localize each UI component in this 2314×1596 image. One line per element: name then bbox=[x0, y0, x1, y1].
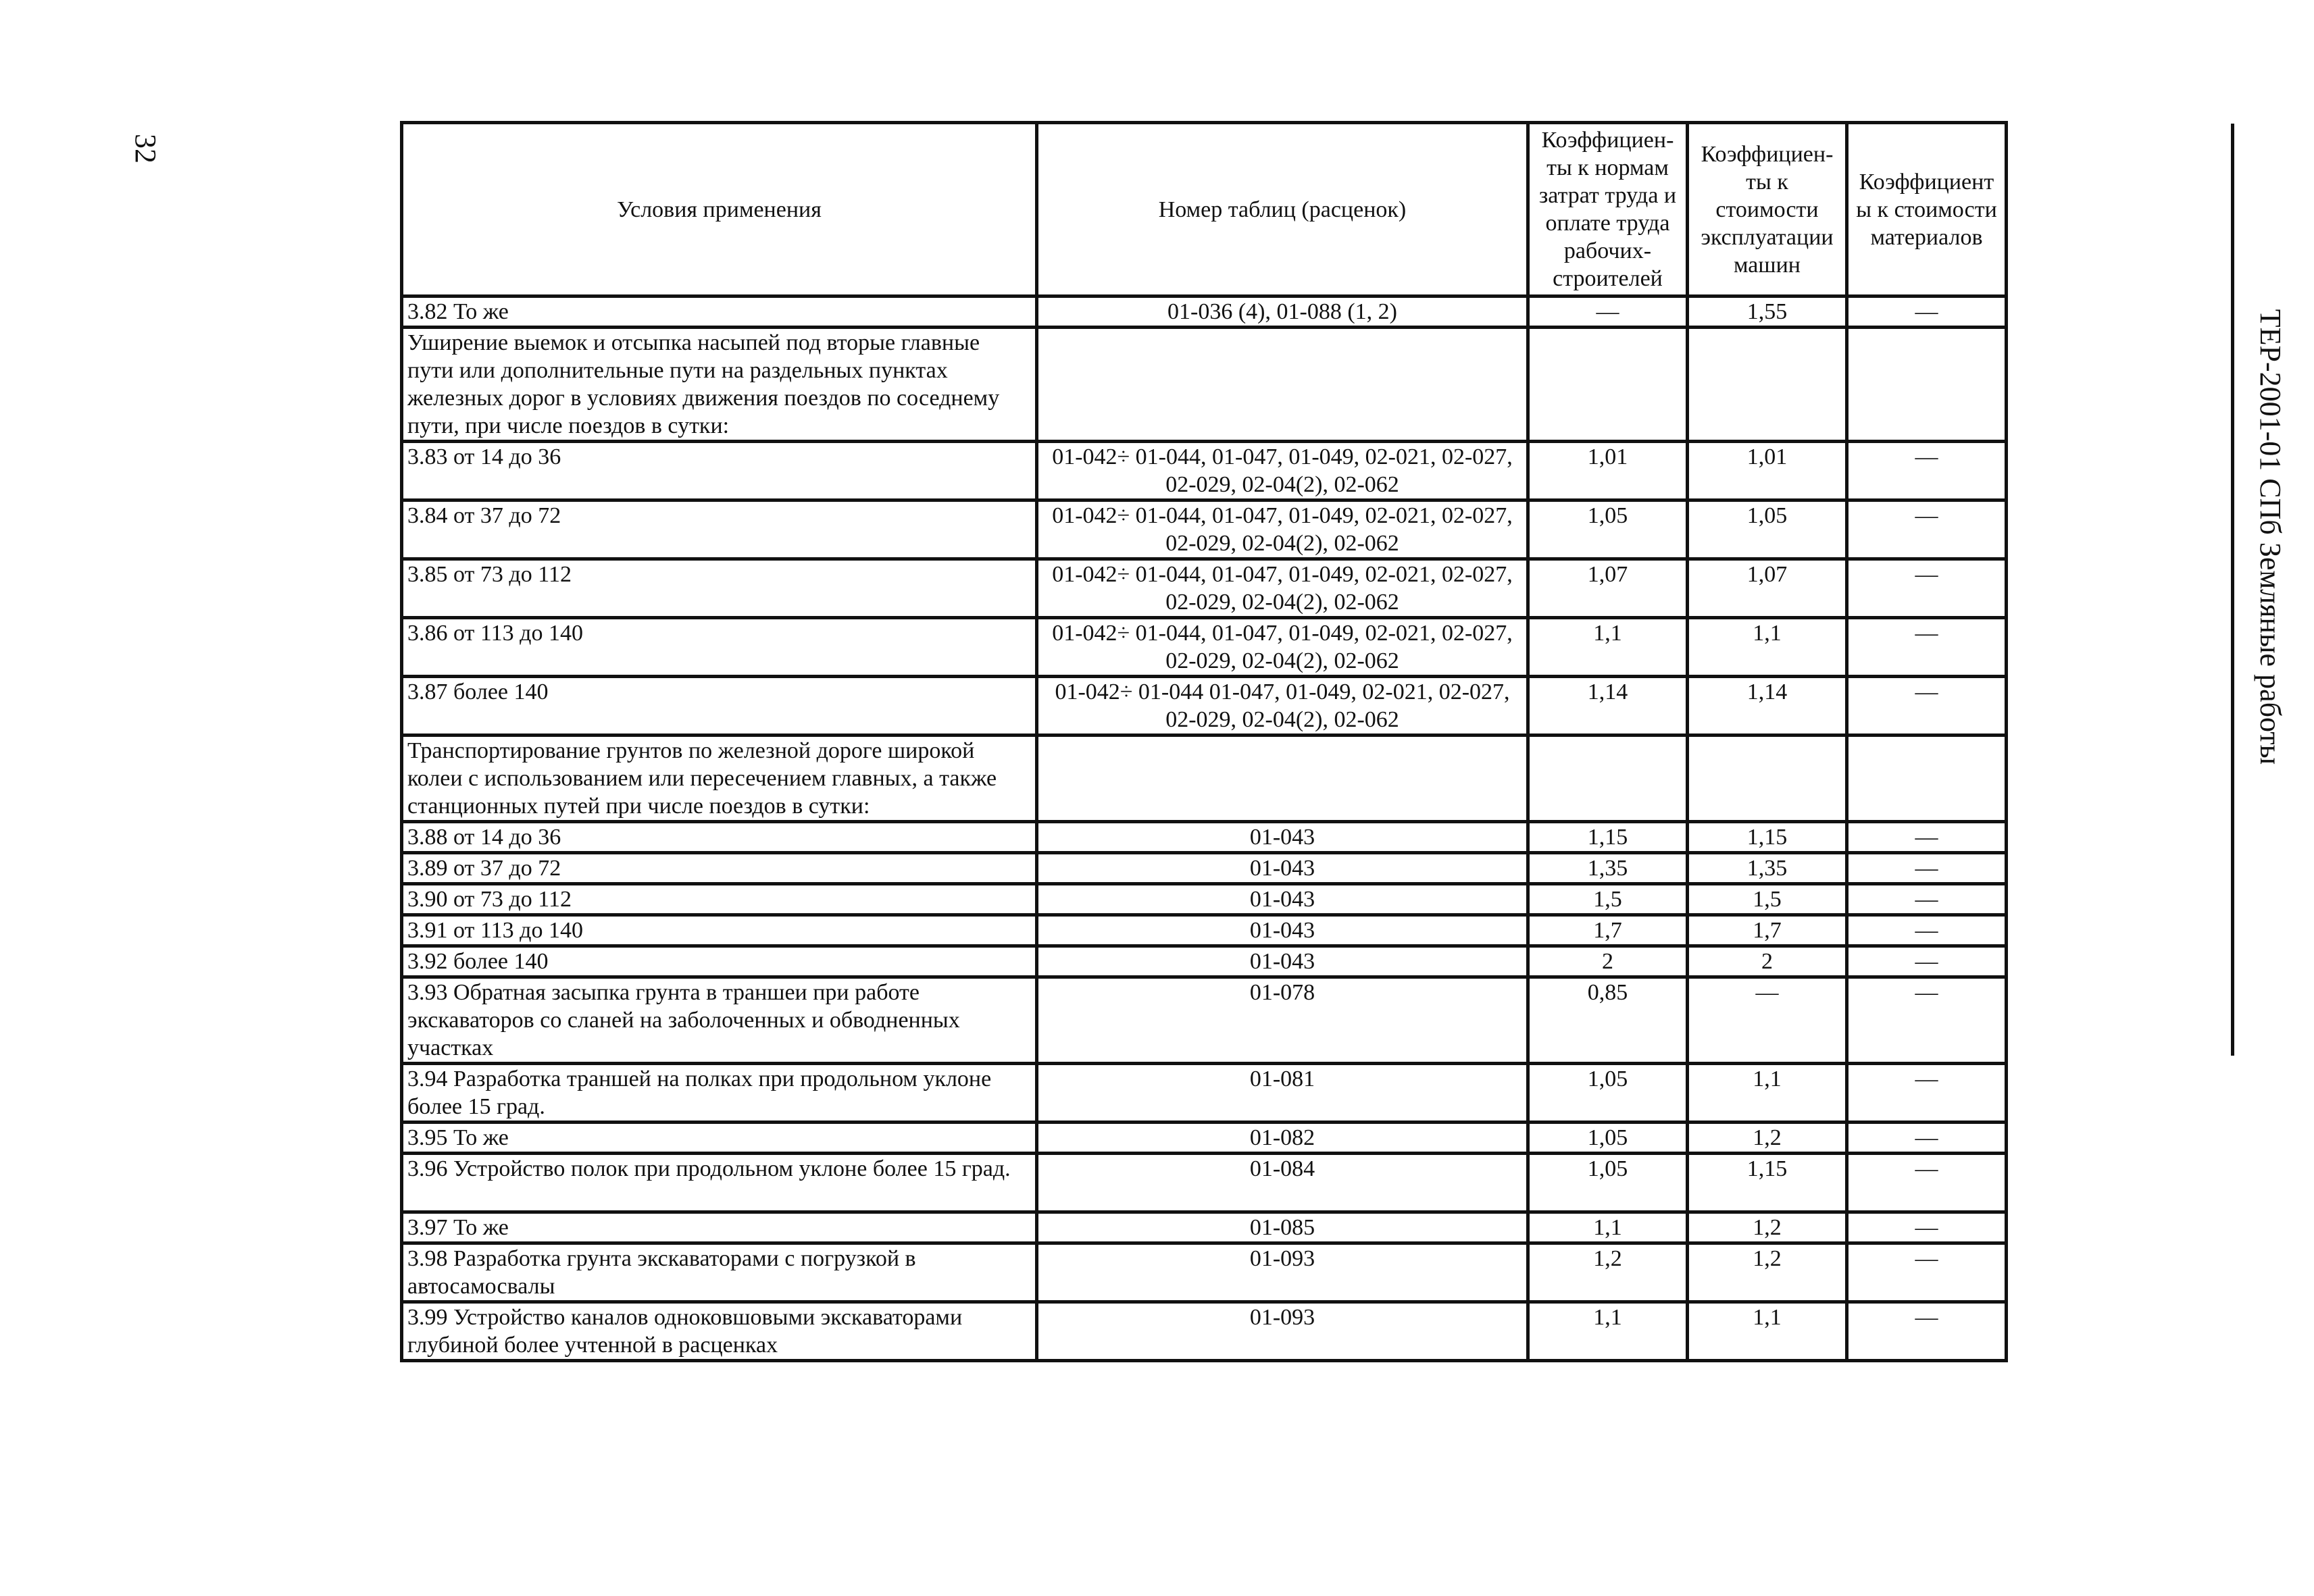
labor-coefficient-cell: 1,05 bbox=[1528, 1123, 1688, 1154]
condition-cell: 3.82 То же bbox=[402, 297, 1037, 328]
condition-cell: 3.94 Разработка траншей на полках при продольном уклоне более 15 град. bbox=[402, 1064, 1037, 1123]
header-row bbox=[402, 123, 2007, 297]
condition-cell: 3.98 Разработка грунта экскаваторами с погрузкой в автосамосвалы bbox=[402, 1243, 1037, 1302]
table-number-cell: 01-043 bbox=[1037, 884, 1528, 915]
materials-coefficient-cell: — bbox=[1847, 977, 2007, 1064]
table-row bbox=[402, 884, 2007, 915]
labor-coefficient-cell: 1,05 bbox=[1528, 1154, 1688, 1212]
materials-coefficient-cell: — bbox=[1847, 853, 2007, 884]
machines-coefficient-cell: 1,01 bbox=[1688, 442, 1847, 500]
condition-cell: 3.85 от 73 до 112 bbox=[402, 559, 1037, 618]
condition-cell: 3.84 от 37 до 72 bbox=[402, 500, 1037, 559]
table-row bbox=[402, 328, 2007, 442]
table-row bbox=[402, 915, 2007, 946]
materials-coefficient-cell: — bbox=[1847, 1064, 2007, 1123]
labor-coefficient-cell: 1,05 bbox=[1528, 1064, 1688, 1123]
condition-cell: 3.83 от 14 до 36 bbox=[402, 442, 1037, 500]
machines-coefficient-cell: 1,1 bbox=[1688, 1302, 1847, 1361]
machines-coefficient-cell: 1,15 bbox=[1688, 822, 1847, 853]
side-rule bbox=[2231, 124, 2234, 1056]
materials-coefficient-cell bbox=[1847, 736, 2007, 822]
labor-coefficient-cell: 1,7 bbox=[1528, 915, 1688, 946]
materials-coefficient-cell: — bbox=[1847, 677, 2007, 736]
labor-coefficient-cell: 1,1 bbox=[1528, 1212, 1688, 1243]
labor-coefficient-cell: 1,07 bbox=[1528, 559, 1688, 618]
machines-coefficient-cell bbox=[1688, 736, 1847, 822]
condition-cell: Уширение выемок и отсыпка насыпей под вторые главные пути или дополнительные пути на раздельных пунктах железных дорог в условиях движения поездов по соседнему пути, при числе поездов в сутки: bbox=[402, 328, 1037, 442]
labor-coefficient-cell: — bbox=[1528, 297, 1688, 328]
machines-coefficient-cell: — bbox=[1688, 977, 1847, 1064]
table-row bbox=[402, 1123, 2007, 1154]
condition-cell: 3.86 от 113 до 140 bbox=[402, 618, 1037, 677]
labor-coefficient-cell bbox=[1528, 736, 1688, 822]
table-number-cell: 01-043 bbox=[1037, 822, 1528, 853]
page-number: 32 bbox=[129, 134, 162, 163]
materials-coefficient-cell: — bbox=[1847, 946, 2007, 977]
table-number-cell bbox=[1037, 328, 1528, 442]
table-number-cell: 01-042÷ 01-044, 01-047, 01-049, 02-021, 02-027, 02-029, 02-04(2), 02-062 bbox=[1037, 618, 1528, 677]
machines-coefficient-cell: 1,07 bbox=[1688, 559, 1847, 618]
materials-coefficient-cell: — bbox=[1847, 1154, 2007, 1212]
header-table-numbers: Номер таблиц (расценок) bbox=[1037, 123, 1528, 297]
condition-cell: 3.91 от 113 до 140 bbox=[402, 915, 1037, 946]
machines-coefficient-cell: 1,5 bbox=[1688, 884, 1847, 915]
materials-coefficient-cell: — bbox=[1847, 915, 2007, 946]
machines-coefficient-cell: 1,55 bbox=[1688, 297, 1847, 328]
machines-coefficient-cell: 2 bbox=[1688, 946, 1847, 977]
labor-coefficient-cell: 2 bbox=[1528, 946, 1688, 977]
labor-coefficient-cell: 1,14 bbox=[1528, 677, 1688, 736]
machines-coefficient-cell: 1,2 bbox=[1688, 1212, 1847, 1243]
condition-cell: 3.97 То же bbox=[402, 1212, 1037, 1243]
table-row bbox=[402, 977, 2007, 1064]
condition-cell: 3.95 То же bbox=[402, 1123, 1037, 1154]
machines-coefficient-cell: 1,1 bbox=[1688, 618, 1847, 677]
condition-cell: Транспортирование грунтов по железной дороге широкой колеи с использованием или пересечением главных, а также станционных путей при числе поездов в сутки: bbox=[402, 736, 1037, 822]
table-number-cell: 01-042÷ 01-044 01-047, 01-049, 02-021, 02-027, 02-029, 02-04(2), 02-062 bbox=[1037, 677, 1528, 736]
materials-coefficient-cell: — bbox=[1847, 618, 2007, 677]
labor-coefficient-cell: 1,01 bbox=[1528, 442, 1688, 500]
labor-coefficient-cell: 1,1 bbox=[1528, 618, 1688, 677]
machines-coefficient-cell: 1,2 bbox=[1688, 1243, 1847, 1302]
condition-cell: 3.96 Устройство полок при продольном уклоне более 15 град. bbox=[402, 1154, 1037, 1212]
table-row bbox=[402, 822, 2007, 853]
table-row bbox=[402, 1064, 2007, 1123]
table-number-cell: 01-036 (4), 01-088 (1, 2) bbox=[1037, 297, 1528, 328]
table-row bbox=[402, 1154, 2007, 1212]
machines-coefficient-cell: 1,7 bbox=[1688, 915, 1847, 946]
machines-coefficient-cell: 1,2 bbox=[1688, 1123, 1847, 1154]
condition-cell: 3.93 Обратная засыпка грунта в траншеи при работе экскаваторов со сланей на заболоченных и обводненных участках bbox=[402, 977, 1037, 1064]
table-number-cell: 01-042÷ 01-044, 01-047, 01-049, 02-021, 02-027, 02-029, 02-04(2), 02-062 bbox=[1037, 559, 1528, 618]
table-number-cell: 01-093 bbox=[1037, 1243, 1528, 1302]
labor-coefficient-cell: 1,1 bbox=[1528, 1302, 1688, 1361]
table-number-cell: 01-085 bbox=[1037, 1212, 1528, 1243]
labor-coefficient-cell: 1,35 bbox=[1528, 853, 1688, 884]
condition-cell: 3.88 от 14 до 36 bbox=[402, 822, 1037, 853]
table-row bbox=[402, 677, 2007, 736]
table-number-cell: 01-043 bbox=[1037, 946, 1528, 977]
materials-coefficient-cell: — bbox=[1847, 297, 2007, 328]
coefficients-table bbox=[400, 121, 2008, 1362]
materials-coefficient-cell: — bbox=[1847, 442, 2007, 500]
table-row bbox=[402, 1302, 2007, 1361]
table-number-cell: 01-081 bbox=[1037, 1064, 1528, 1123]
labor-coefficient-cell: 0,85 bbox=[1528, 977, 1688, 1064]
materials-coefficient-cell: — bbox=[1847, 500, 2007, 559]
machines-coefficient-cell: 1,35 bbox=[1688, 853, 1847, 884]
condition-cell: 3.89 от 37 до 72 bbox=[402, 853, 1037, 884]
materials-coefficient-cell: — bbox=[1847, 1212, 2007, 1243]
machines-coefficient-cell bbox=[1688, 328, 1847, 442]
header-machines-coefficient: Коэффициен-ты к стоимости эксплуатации машин bbox=[1688, 123, 1847, 297]
machines-coefficient-cell: 1,15 bbox=[1688, 1154, 1847, 1212]
table-row bbox=[402, 500, 2007, 559]
materials-coefficient-cell: — bbox=[1847, 884, 2007, 915]
table-row bbox=[402, 559, 2007, 618]
condition-cell: 3.92 более 140 bbox=[402, 946, 1037, 977]
header-materials-coefficient: Коэффициент ы к стоимости материалов bbox=[1847, 123, 2007, 297]
table-number-cell: 01-042÷ 01-044, 01-047, 01-049, 02-021, 02-027, 02-029, 02-04(2), 02-062 bbox=[1037, 500, 1528, 559]
condition-cell: 3.87 более 140 bbox=[402, 677, 1037, 736]
materials-coefficient-cell: — bbox=[1847, 1123, 2007, 1154]
table-number-cell: 01-082 bbox=[1037, 1123, 1528, 1154]
table-number-cell: 01-084 bbox=[1037, 1154, 1528, 1212]
table-row bbox=[402, 297, 2007, 328]
materials-coefficient-cell: — bbox=[1847, 559, 2007, 618]
labor-coefficient-cell: 1,15 bbox=[1528, 822, 1688, 853]
materials-coefficient-cell: — bbox=[1847, 1243, 2007, 1302]
labor-coefficient-cell: 1,05 bbox=[1528, 500, 1688, 559]
table-number-cell: 01-078 bbox=[1037, 977, 1528, 1064]
table-row bbox=[402, 736, 2007, 822]
table-number-cell: 01-043 bbox=[1037, 853, 1528, 884]
table-number-cell: 01-042÷ 01-044, 01-047, 01-049, 02-021, 02-027, 02-029, 02-04(2), 02-062 bbox=[1037, 442, 1528, 500]
table-number-cell: 01-093 bbox=[1037, 1302, 1528, 1361]
running-head: ТЕР-2001-01 СПб Земляные работы bbox=[2254, 309, 2287, 765]
labor-coefficient-cell bbox=[1528, 328, 1688, 442]
condition-cell: 3.99 Устройство каналов одноковшовыми экскаваторами глубиной более учтенной в расценках bbox=[402, 1302, 1037, 1361]
materials-coefficient-cell: — bbox=[1847, 822, 2007, 853]
labor-coefficient-cell: 1,5 bbox=[1528, 884, 1688, 915]
table-number-cell bbox=[1037, 736, 1528, 822]
machines-coefficient-cell: 1,1 bbox=[1688, 1064, 1847, 1123]
table-row bbox=[402, 1243, 2007, 1302]
machines-coefficient-cell: 1,14 bbox=[1688, 677, 1847, 736]
table-row bbox=[402, 853, 2007, 884]
machines-coefficient-cell: 1,05 bbox=[1688, 500, 1847, 559]
table-row bbox=[402, 1212, 2007, 1243]
materials-coefficient-cell: — bbox=[1847, 1302, 2007, 1361]
condition-cell: 3.90 от 73 до 112 bbox=[402, 884, 1037, 915]
materials-coefficient-cell bbox=[1847, 328, 2007, 442]
header-conditions: Условия применения bbox=[402, 123, 1037, 297]
header-labor-coefficient: Коэффициен-ты к нормам затрат труда и оплате труда рабочих-строителей bbox=[1528, 123, 1688, 297]
table-row bbox=[402, 442, 2007, 500]
table-number-cell: 01-043 bbox=[1037, 915, 1528, 946]
table-row bbox=[402, 618, 2007, 677]
labor-coefficient-cell: 1,2 bbox=[1528, 1243, 1688, 1302]
table-row bbox=[402, 946, 2007, 977]
